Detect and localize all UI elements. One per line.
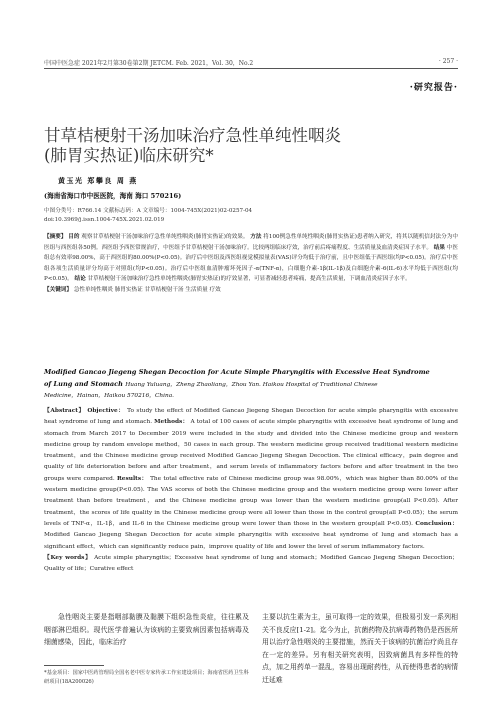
- english-title: [44, 367, 458, 403]
- purpose-label: 目的: [68, 234, 80, 240]
- abstract-label: 【摘要】: [44, 234, 67, 240]
- authors: 黄玉光 郑攀良 周 燕: [58, 176, 138, 185]
- chinese-abstract: [44, 232, 458, 295]
- title-line-1: 甘草桔梗射干汤加味治疗急性单纯性咽炎: [44, 126, 341, 145]
- running-header: [44, 58, 458, 67]
- affiliation: (海南省海口市中医医院，海南 海口 570216): [44, 192, 182, 200]
- result-text: 中医组总有效率98.00%，高于西医组的80.00%(P<0.05)。治疗后中医组及西医组视觉模拟量表(VAS)评分均低于治疗前，且中医组低于西医组(均P<0.05)。治疗后中医组各项生活质量评分均高于对照组(均P<0.05)。治疗后中医组血清肿瘤坏死因子-α(TNF-α)，白细胞介素-1β(IL-1β)及白细胞介素-6(IL-6)水平均低于西医组(均P<0.05)。: [44, 244, 458, 282]
- english-title-line-2a: of Lung and Stomach: [44, 379, 123, 388]
- purpose-text: 观察甘草桔梗射干汤加味治疗急性单纯性咽炎(肺胃实热证)的效果。: [81, 234, 249, 240]
- en-keywords-label: 【Key words】: [44, 554, 92, 561]
- doi-line: doi:10.3969/j.issn.1004-745X.2021.02.019: [44, 217, 165, 223]
- english-title-line-2: [44, 379, 458, 392]
- footnote-rule: [44, 665, 104, 666]
- en-objective-text: To study the effect of Modified Gancao Jiegeng Shegan Decoction for acute simple pharyngitis with excessive heat syndrome of lung and stomach.: [44, 408, 459, 426]
- en-methods-label: Methods：: [154, 419, 189, 426]
- conclusion-label: 结论: [74, 276, 86, 282]
- english-title-line-1: Modified Gancao Jiegeng Shegan Decoction for Acute Simple Pharyngitis with Excessive Heat Syndrome: [44, 368, 430, 376]
- english-abstract: [44, 406, 458, 575]
- english-affiliation: Medicine，Hainan，Haikou 570216，China.: [44, 393, 175, 399]
- en-objective-label: Objective：: [87, 408, 125, 414]
- method-label: 方法: [250, 234, 262, 240]
- keywords-label: 【关键词】: [44, 286, 72, 293]
- header-journal-info: 中国中医急症 2021年2月第30卷第2期 JETCM. Feb. 2021，Vol. 30，No.2: [44, 60, 254, 67]
- header-page-number: · 257 ·: [438, 58, 458, 65]
- en-conclusion-label: Conclusion：: [415, 520, 458, 527]
- result-label: 结果: [433, 244, 445, 251]
- conclusion-text: 甘草桔梗射干汤加味治疗急性单纯性咽炎(肺胃实热证)的疗效显著，可显著减轻患者疼痛，提高生活质量，下调血清炎症因子水平。: [87, 276, 411, 282]
- classification-line: 中图分类号：R766.14 文献标志码：A 文章编号：1004-745X(2021)02-0257-04: [44, 208, 253, 214]
- english-authors: Huang Yuluang，Zheng Zhaoliang，Zhou Yan. Haikou Hospital of Traditional Chinese: [125, 381, 378, 388]
- header-rule: [44, 68, 458, 69]
- article-title: [44, 126, 444, 166]
- en-results-text: The total effective rate of Chinese medicine group was 98.00%，which was higher than 80.00% of the western medicine group(P<0.05). The VAS scores of both the Chinese medicine group and the western medicine group were lower after treatment than before treatment，and the Chinese medicine group was lower than the western medicine group(all P<0.05). After treatment，the scores of life quality in the Chinese medicine group were all lower than those in the control group(all P<0.05)；the serum levels of TNF-α，IL-1β，and IL-6 in the Chinese medicine group were lower than those in the western group(all P<0.05).: [44, 475, 458, 527]
- en-results-label: Results：: [116, 475, 148, 482]
- body-right-column: 主要以抗生素为主，虽可取得一定的效果，但极易引发一系列相关不良反应[1-2]。迄今为止，抗菌药物及抗病毒药物仍是西医所用以治疗急性咽炎的主要措施，然而关于该病的抗菌治疗尚且存在一定的差异。另有相关研究表明，因致病菌具有多样性的特点，加之用药单一混乱，容易出现耐药性，从而使得患者的病情迁延难: [262, 613, 458, 684]
- en-conclusion-text: Modified Gancao Jiegeng Shegan Decoction for acute simple pharyngitis with excessive heat syndrome of lung and stomach has a significant effect，which can significantly reduce pain，improve quality of life and lower the level of serum inflammatory factors.: [44, 532, 458, 550]
- keywords-text: 急性单纯性咽炎 肺胃实热证 甘草桔梗射干汤 生活质量 疗效: [73, 286, 221, 293]
- body-left-column: 急性咽炎主要是指咽部黏膜及黏膜下组织急性炎症，往往累及咽部淋巴组织。现代医学普遍认为该病的主要致病因素包括病毒及细菌感染，因此，临床治疗: [44, 613, 249, 647]
- en-methods-text: A total of 100 cases of acute simple pharyngitis with excessive heat syndrome of lung and stomach from March 2017 to December 2019 were included in the study and divided into the Chinese medicine group and western medicine group by random envelope method，50 cases in each group. The western medicine group received traditional western medicine treatment，and the Chinese medicine group received Modified Gancao Jiegeng Shegan Decoction. The clinical efficacy，pain degree and quality of life deterioration before and after treatment，and serum levels of inflammatory factors before and after treatment in the two groups were compared.: [44, 419, 459, 482]
- en-keywords-text: Acute simple pharyngitis；Excessive heat syndrome of lung and stomach；Modified Gancao Jiegeng Shegan Decoction；Quality of life；Curative effect: [44, 554, 458, 573]
- title-line-2: (肺胃实热证)临床研究*: [44, 146, 214, 165]
- funding-footnote: *基金项目：国家中医药管理局全国名老中医专家传承工作室建设项目；海南省医药卫生科研项目(18A200026): [44, 670, 249, 685]
- en-abstract-label: 【Abstract】: [44, 408, 85, 414]
- section-tag: ·研究报告·: [409, 83, 458, 93]
- method-text: 将100例急性单纯性咽炎(肺胃实热证)患者纳入研究，将其以随机信封法分为中医组与西医组各50例。西医组予西医常规治疗，中医组予甘草桔梗射干汤加味治疗。比较两组临床疗效，治疗前后疼痛程度、生活质量及血清炎症因子水平。: [44, 234, 458, 251]
